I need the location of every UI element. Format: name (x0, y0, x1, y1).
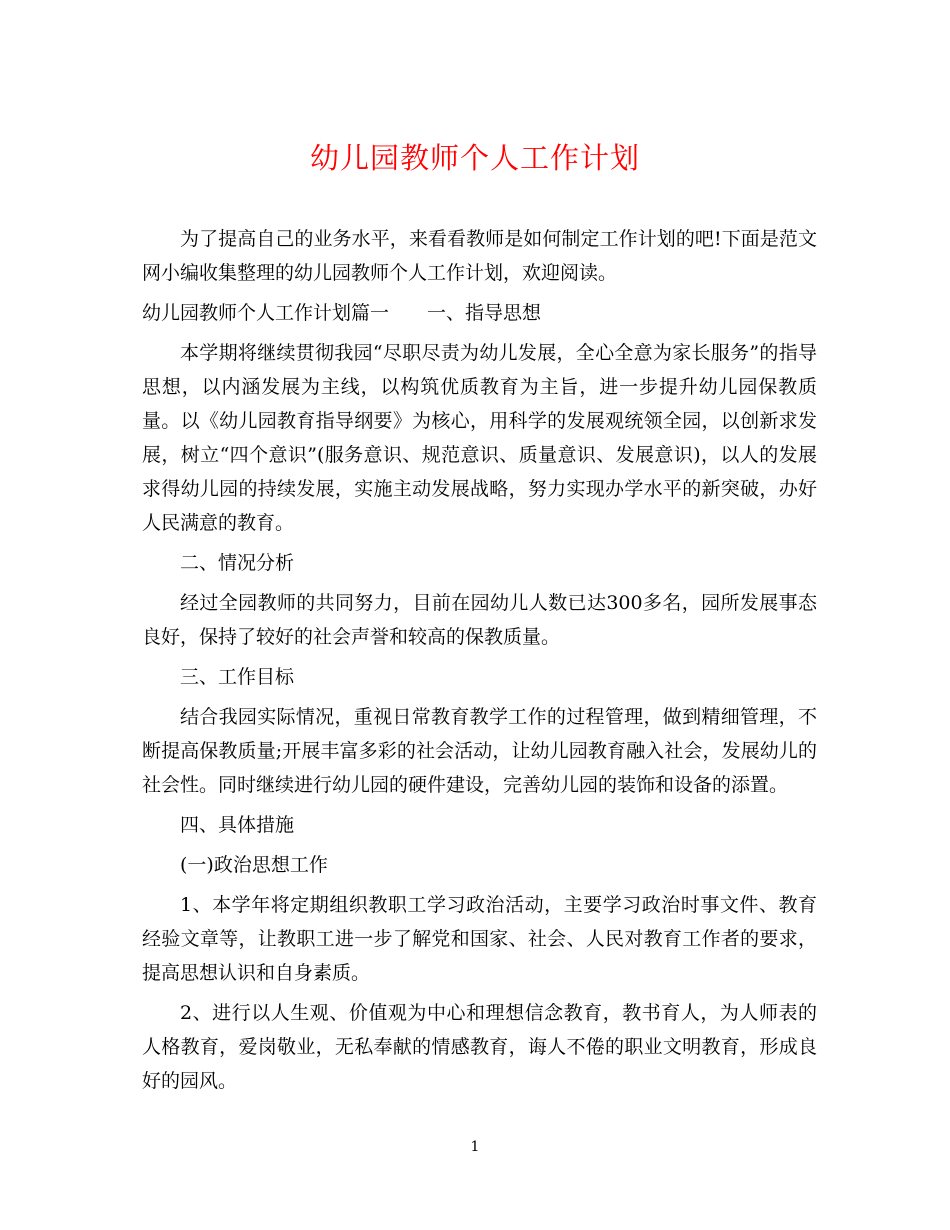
political-work-heading: (一)政治思想工作 (180, 854, 328, 876)
intro-paragraph: 为了提高自己的业务水平，来看看教师是如何制定工作计划的吧!下面是范文网小编收集整理的幼儿园教师个人工作计划，欢迎阅读。 (142, 228, 817, 284)
work-goals-heading: 三、工作目标 (180, 666, 295, 688)
page-number: 1 (470, 1139, 480, 1155)
measures-heading: 四、具体措施 (180, 814, 295, 836)
section-heading-line (142, 296, 817, 330)
work-goals-paragraph: 结合我园实际情况，重视日常教育教学工作的过程管理，做到精细管理，不断提高保教质量;开展丰富多彩的社会活动，让幼儿园教育融入社会，发展幼儿的社会性。同时继续进行幼儿园的硬件建设，完善幼儿园的装饰和设备的添置。 (142, 706, 817, 796)
guiding-ideology-heading: 一、指导思想 (427, 302, 542, 324)
plan-chapter-heading: 幼儿园教师个人工作计划篇一 (142, 302, 390, 324)
measure-item-2: 2、进行以人生观、价值观为中心和理想信念教育，教书育人，为人师表的人格教育，爱岗敬业，无私奉献的情感教育，诲人不倦的职业文明教育，形成良好的园风。 (142, 1002, 817, 1092)
document-title: 幼儿园教师个人工作计划 (309, 141, 640, 175)
situation-analysis-heading: 二、情况分析 (180, 552, 295, 574)
guiding-ideology-paragraph: 本学期将继续贯彻我园“尽职尽责为幼儿发展，全心全意为家长服务”的指导思想，以内涵发展为主线，以构筑优质教育为主旨，进一步提升幼儿园保教质量。以《幼儿园教育指导纲要》为核心，用科学的发展观统领全园，以创新求发展，树立“四个意识”(服务意识、规范意识、质量意识、发展意识)，以人的发展求得幼儿园的持续发展，实施主动发展战略，努力实现办学水平的新突破，办好人民满意的教育。 (142, 342, 817, 534)
situation-analysis-paragraph: 经过全园教师的共同努力，目前在园幼儿人数已达300多名，园所发展事态良好，保持了较好的社会声誉和较高的保教质量。 (142, 592, 817, 648)
document-body (142, 222, 817, 1098)
measure-item-1: 1、本学年将定期组织教职工学习政治活动，主要学习政治时事文件、教育经验文章等，让教职工进一步了解党和国家、社会、人民对教育工作者的要求，提高思想认识和自身素质。 (142, 894, 817, 984)
